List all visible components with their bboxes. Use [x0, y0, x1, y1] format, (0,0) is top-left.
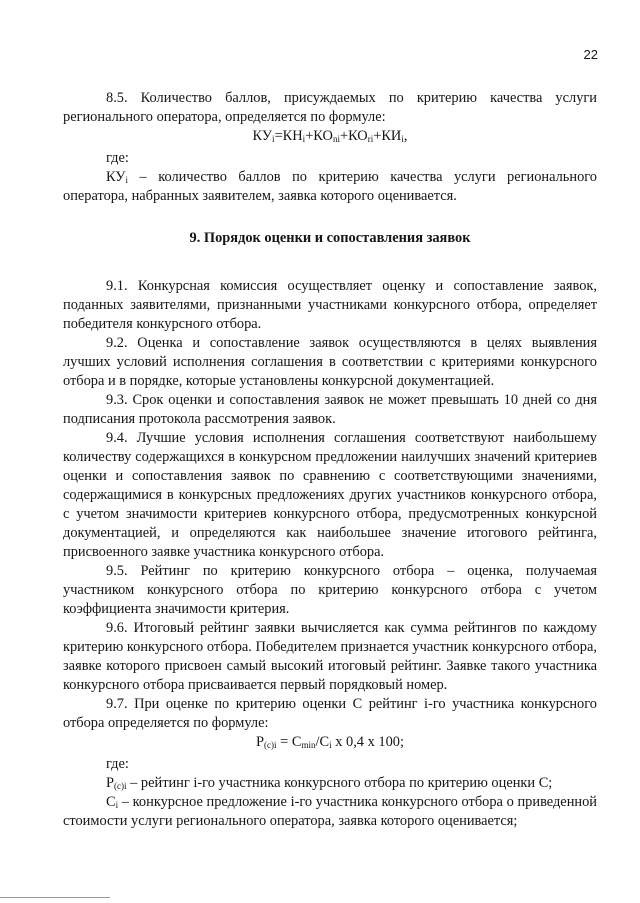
formula-rating-c: $P_{(c)i} = C_{min}/C_i$ x 0,4 x 100; [256, 734, 404, 750]
page-number: 22 [583, 47, 598, 62]
paragraph-9-1: 9.1. Конкурсная комиссия осуществляет оценку и сопоставление заявок, поданных заявителями, признанными участниками конкурсного отбора, определяет победителя конкурсного отбора. [63, 278, 597, 332]
section-9-heading: 9. Порядок оценки и сопоставления заявок [189, 230, 471, 246]
paragraph-9-7: 9.7. При оценке по критерию оценки С рейтинг i-го участника конкурсного отбора определяется по формуле: [63, 696, 597, 731]
where-label-2: где: [106, 756, 129, 772]
paragraph-9-6: 9.6. Итоговый рейтинг заявки вычисляется как сумма рейтингов по каждому критерию конкурсного отбора. Победителем признается участник конкурсного отбора, заявке которого присвоен самый высокий итоговый рейтинг. Заявке такого участника конкурсного отбора присваивается первый порядковый номер. [63, 620, 597, 693]
definition-p: $P_{(c)i}$ – рейтинг i-го участника конкурсного отбора по критерию оценки С; [106, 775, 553, 791]
where-label-1: где: [106, 150, 129, 166]
paragraph-9-2: 9.2. Оценка и сопоставление заявок осуществляются в целях выявления лучших условий исполнения соглашения в соответствии с критериями конкурсного отбора и в порядке, которые установлены конкурсной документацией. [63, 335, 597, 389]
paragraph-9-3: 9.3. Срок оценки и сопоставления заявок не может превышать 10 дней со дня подписания протокола рассмотрения заявок. [63, 392, 597, 427]
document-body [63, 89, 597, 831]
formula-ku: $КУ_i=КН_i+КО_{ni}+КО_{ri}+КИ_i$, [252, 128, 408, 144]
paragraph-9-5: 9.5. Рейтинг по критерию конкурсного отбора – оценка, получаемая участником конкурсного отбора по критерию конкурсного отбора с учетом коэффициента значимости критерия. [63, 563, 597, 617]
scan-edge-line [0, 897, 110, 898]
definition-ku: $КУ_i$ – количество баллов по критерию качества услуги регионального оператора, набранных заявителем, заявка которого оценивается. [63, 169, 597, 204]
paragraph-9-4: 9.4. Лучшие условия исполнения соглашения соответствуют наибольшему количеству содержащихся в конкурсном предложении наилучших значений критериев оценки и сопоставления заявок по сравнению с соответствующими значениями, содержащимися в конкурсных предложениях других участников конкурсного отбора, с учетом значимости критериев конкурсного отбора, предусмотренных конкурсной документацией, и определяются как наибольшее значение итогового рейтинга, присвоенного заявке участника конкурсного отбора. [63, 430, 597, 560]
paragraph-8-5: 8.5. Количество баллов, присуждаемых по критерию качества услуги регионального оператора, определяется по формуле: [63, 90, 597, 125]
definition-c: $C_i$ – конкурсное предложение i-го участника конкурсного отбора о приведенной стоимости услуги регионального оператора, заявка которого оценивается; [63, 794, 597, 829]
